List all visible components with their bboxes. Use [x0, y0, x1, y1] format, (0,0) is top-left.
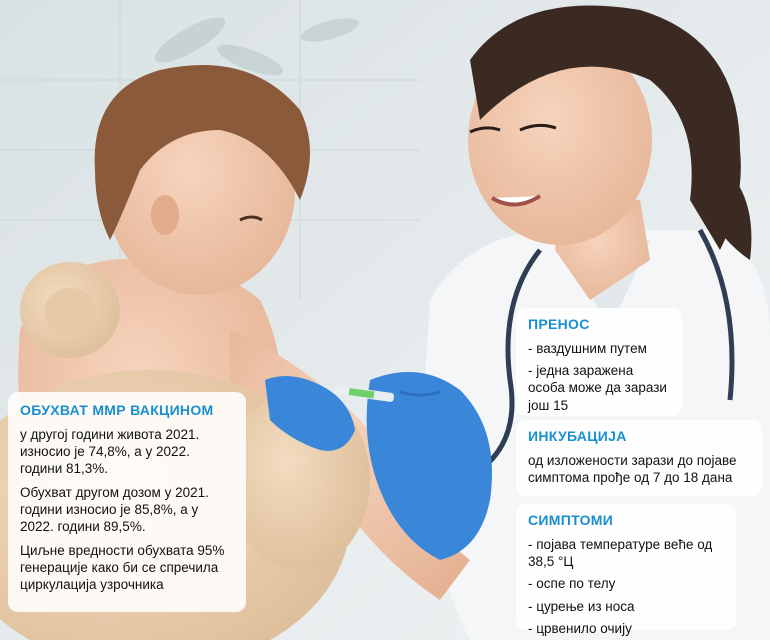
- symptoms-box: [516, 504, 736, 636]
- symptom-item-1: - појава температуре веће од 38,5 °Ц: [528, 536, 713, 570]
- mmr-coverage-box: [8, 392, 246, 612]
- symptom-item-3: - цурење из носа: [528, 598, 635, 614]
- mmr-paragraph-2: Обухват другом дозом у 2021. години износио је 85,8%, а у 2022. години 89,5%.: [20, 484, 209, 535]
- mmr-paragraph-3: Циљне вредности обухвата 95% генерације како би се спречила циркулација узрочника: [20, 542, 225, 593]
- incubation-box: [516, 420, 762, 496]
- transmission-title: ПРЕНОС: [528, 316, 590, 332]
- transmission-box: [516, 308, 682, 416]
- transmission-item-1: - ваздушним путем: [528, 340, 647, 356]
- mmr-coverage-title: ОБУХВАТ ММР ВАКЦИНОМ: [20, 402, 214, 418]
- incubation-text: од изложености зарази до појаве симптома прође од 7 до 18 дана: [528, 452, 737, 486]
- mmr-paragraph-1: у другој години живота 2021. износио је 74,8%, а у 2022. години 81,3%.: [20, 426, 200, 477]
- incubation-title: ИНКУБАЦИЈА: [528, 428, 627, 444]
- symptoms-title: СИМПТОМИ: [528, 512, 614, 528]
- symptom-item-2: - оспе по телу: [528, 576, 616, 592]
- symptom-item-4: - црвенило очију: [528, 620, 632, 636]
- transmission-item-2: - једна заражена особа може да зарази још 15: [528, 363, 667, 413]
